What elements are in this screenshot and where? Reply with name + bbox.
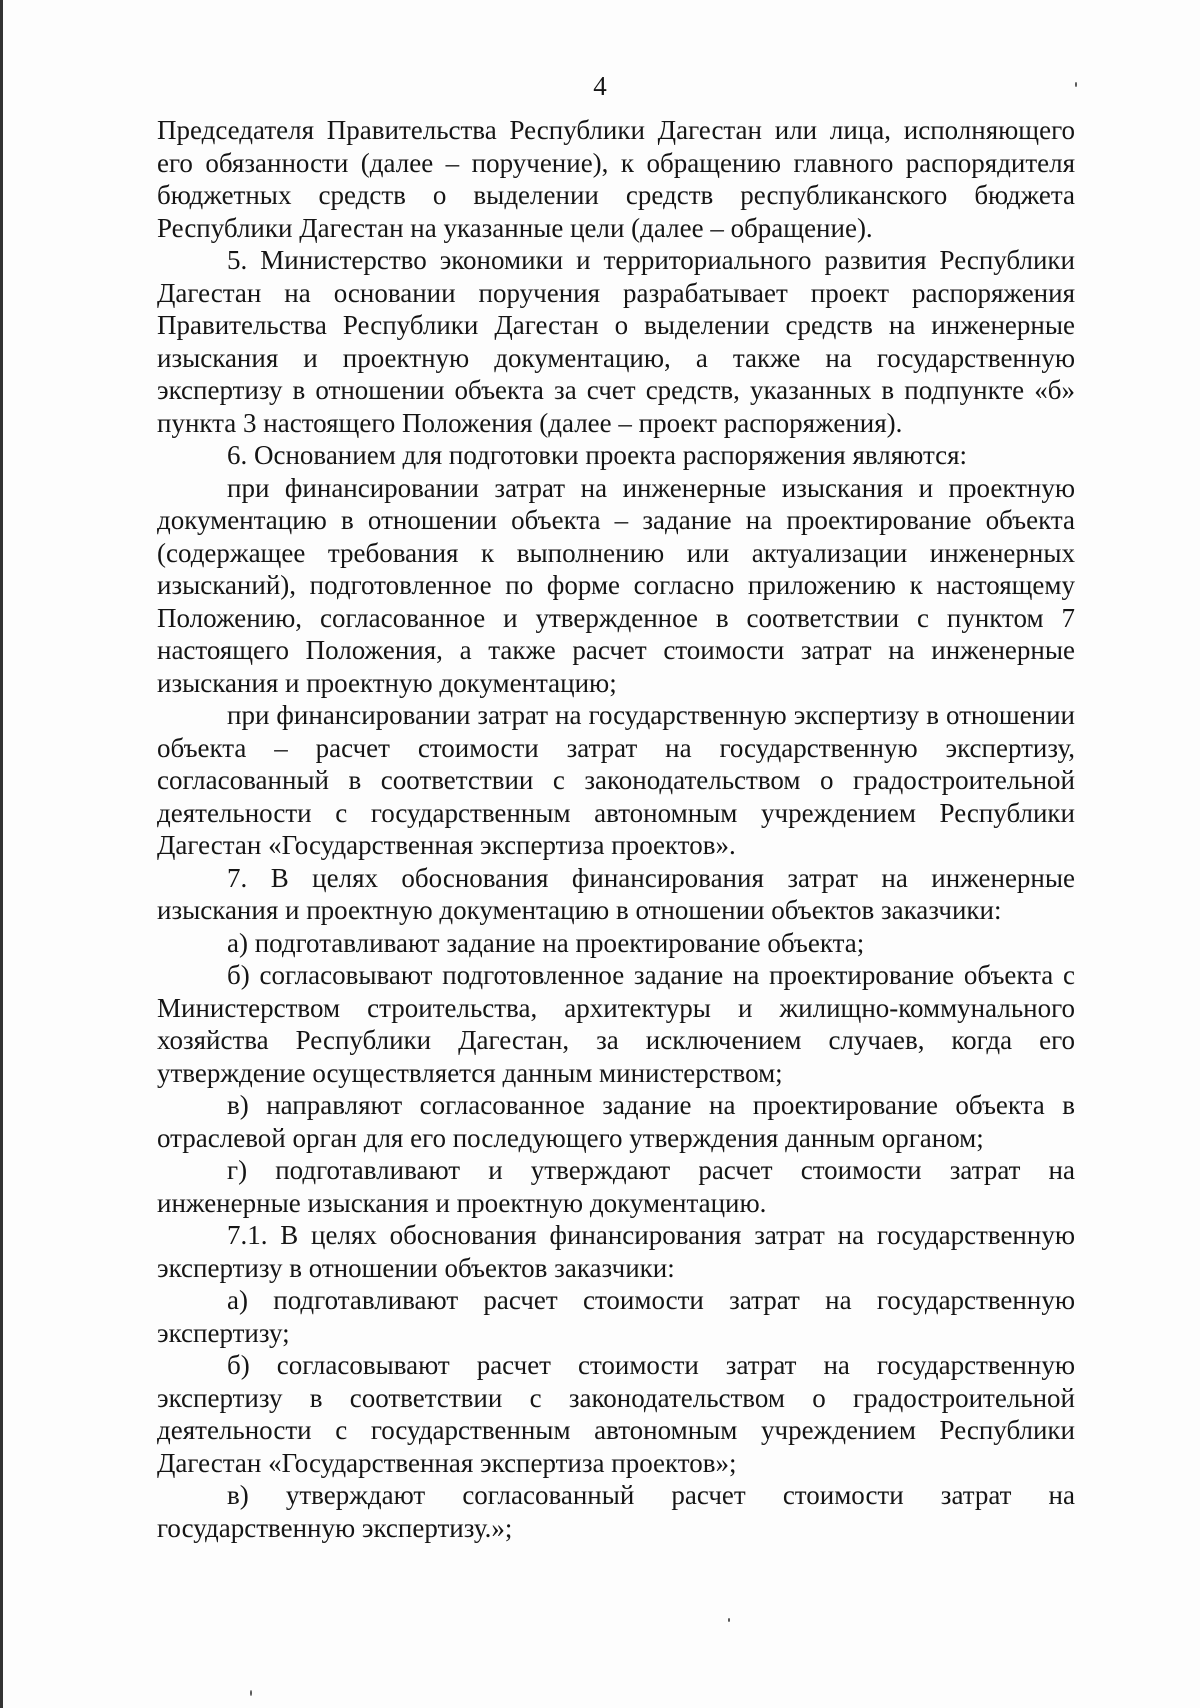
paragraph-item-7-1-a: а) подготавливают расчет стоимости затрат на государственную экспертизу; [157, 1285, 1075, 1348]
paragraph-item-7: 7. В целях обоснования финансирования затрат на инженерные изыскания и проектную документацию в отношении объектов заказчики: [157, 862, 1075, 925]
paragraph-item-6: 6. Основанием для подготовки проекта распоряжения являются: [227, 440, 967, 470]
scan-speck [728, 1618, 730, 1622]
paragraph-item-7-1-v: в) утверждают согласованный расчет стоимости затрат на государственную экспертизу.»; [157, 1480, 1075, 1543]
scan-speck [250, 1690, 252, 1696]
scan-edge-line [0, 0, 3, 1708]
page-number: 4 [593, 71, 607, 101]
paragraph-item-6-expertise-financing: при финансировании затрат на государственную экспертизу в отношении объекта – расчет стоимости затрат на государственную экспертизу, согласованный в соответствии с законодательством о градостроительной деятельности с государственным автономным учреждением Республики Дагестан «Государственная экспертиза проектов». [157, 700, 1075, 860]
paragraph-item-7-b: б) согласовывают подготовленное задание на проектирование объекта с Министерством строительства, архитектуры и жилищно-коммунального хозяйства Республики Дагестан, за исключением случаев, когда его утверждение осуществляется данным министерством; [157, 960, 1075, 1088]
paragraph-item-6-design-financing: при финансировании затрат на инженерные изыскания и проектную документацию в отношении объекта – задание на проектирование объекта (содержащее требования к выполнению или актуализации инженерных изысканий), подготовленное по форме согласно приложению к настоящему Положению, согласованное и утвержденное в соответствии с пунктом 7 настоящего Положения, а также расчет стоимости затрат на инженерные изыскания и проектную документацию; [157, 472, 1075, 698]
paragraph-continuation: Председателя Правительства Республики Дагестан или лица, исполняющего его обязанности (далее – поручение), к обращению главного распорядителя бюджетных средств о выделении средств республиканского бюджета Республики Дагестан на указанные цели (далее – обращение). [157, 115, 1075, 243]
scan-speck [1075, 82, 1077, 87]
paragraph-item-7-v: в) направляют согласованное задание на проектирование объекта в отраслевой орган для его последующего утверждения данным органом; [157, 1090, 1075, 1153]
paragraph-item-7-a: а) подготавливают задание на проектирование объекта; [227, 927, 865, 958]
paragraph-item-7-1-b: б) согласовывают расчет стоимости затрат на государственную экспертизу в соответствии с законодательством о градостроительной деятельности с государственным автономным учреждением Республики Дагестан «Государственная экспертиза проектов»; [157, 1350, 1075, 1478]
document-body [157, 114, 1075, 1544]
paragraph-item-7-g: г) подготавливают и утверждают расчет стоимости затрат на инженерные изыскания и проектную документацию. [157, 1155, 1075, 1218]
paragraph-item-5: 5. Министерство экономики и территориального развития Республики Дагестан на основании поручения разрабатывает проект распоряжения Правительства Республики Дагестан о выделении средств на инженерные изыскания и проектную документацию, а также на государственную экспертизу в отношении объекта за счет средств, указанных в подпункте «б» пункта 3 настоящего Положения (далее – проект распоряжения). [157, 245, 1075, 438]
paragraph-item-7-1: 7.1. В целях обоснования финансирования затрат на государственную экспертизу в отношении объектов заказчики: [157, 1220, 1075, 1283]
